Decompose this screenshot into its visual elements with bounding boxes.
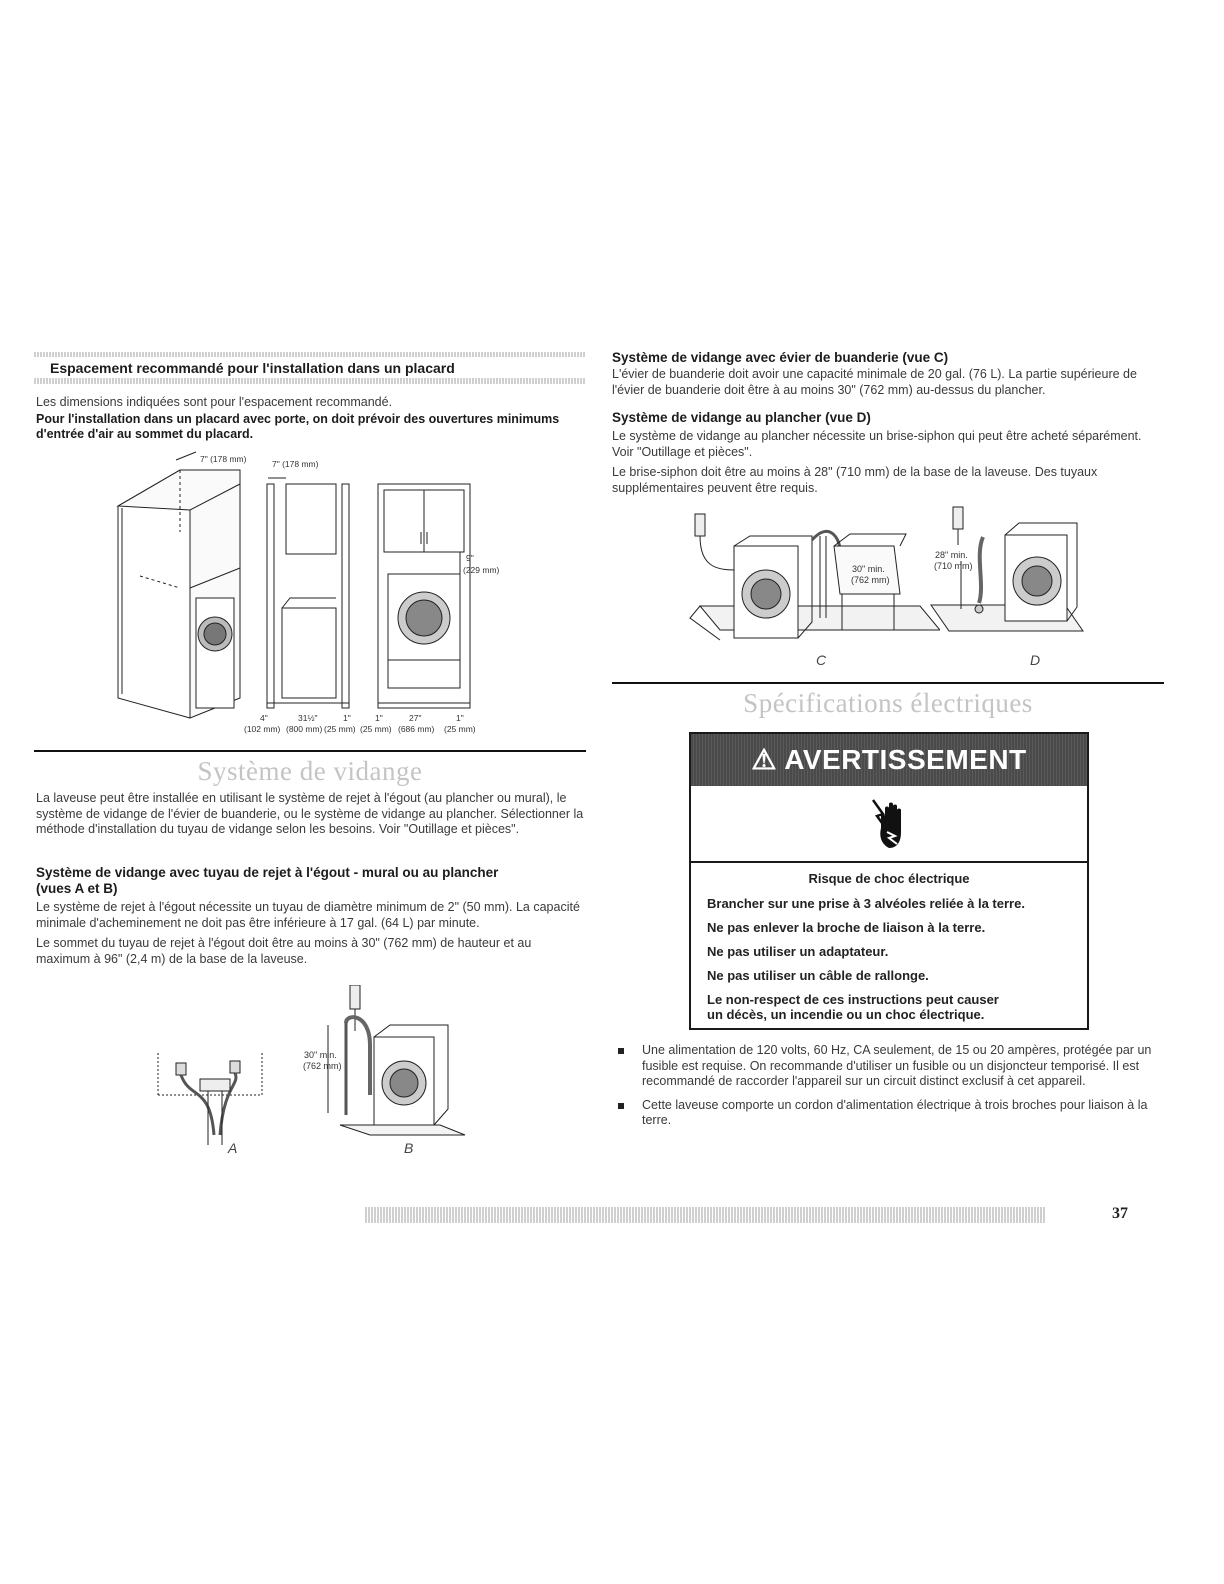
standpipe-paragraph-1: Le système de rejet à l'égout nécessite un tuyau de diamètre minimum de 2" (50 mm). La capacité minimale d'acheminement ne doit pas être inférieure à 17 gal. (64 L) par minute. bbox=[36, 900, 580, 930]
figure-d-floor-drain-diagram bbox=[925, 505, 1085, 645]
figure-d-dim-mm: (710 mm) bbox=[934, 561, 973, 571]
warning-header-text: AVERTISSEMENT bbox=[784, 744, 1027, 775]
figure-a-caption: A bbox=[228, 1140, 238, 1156]
warning-consequence-1: Le non-respect de ces instructions peut causer bbox=[707, 992, 999, 1007]
electric-shock-hand-icon bbox=[867, 796, 915, 852]
dim-bottom-3: 1" bbox=[343, 713, 351, 723]
list-item: Cette laveuse comporte un cordon d'alimentation électrique à trois broches pour liaison à la terre. bbox=[612, 1098, 1164, 1129]
drain-section-rule bbox=[34, 750, 586, 752]
standpipe-heading: Système de vidange avec tuyau de rejet à l'égout - mural ou au plancher (vues A et B) bbox=[36, 865, 499, 896]
dim-bottom-mm-1: (102 mm) bbox=[244, 724, 281, 734]
closet-heading: Espacement recommandé pour l'installation dans un placard bbox=[50, 360, 455, 376]
figure-c-dim: 30" min. bbox=[852, 564, 885, 574]
figure-b-dim: 30" min. bbox=[304, 1050, 337, 1060]
floor-drain-heading: Système de vidange au plancher (vue D) bbox=[612, 410, 871, 425]
dim-side-mm: (229 mm) bbox=[463, 565, 500, 575]
electrical-section-title: Spécifications électriques bbox=[743, 688, 1033, 718]
electrical-section-rule bbox=[612, 682, 1164, 684]
dim-bottom-mm-5: (686 mm) bbox=[398, 724, 435, 734]
warning-risk: Risque de choc électrique bbox=[808, 871, 970, 886]
floor-drain-paragraph-1: Le système de vidange au plancher nécessite un brise-siphon qui peut être acheté séparément. Voir "Outillage et pièces". bbox=[612, 429, 1142, 459]
sink-heading: Système de vidange avec évier de buanderie (vue C) bbox=[612, 350, 949, 365]
closet-heading-top-stripe bbox=[34, 352, 586, 357]
dim-bottom-4: 1" bbox=[375, 713, 383, 723]
dim-side: 9" bbox=[466, 553, 474, 563]
dim-bottom-mm-4: (25 mm) bbox=[360, 724, 392, 734]
dim-bottom-6: 1" bbox=[456, 713, 464, 723]
figure-d-caption: D bbox=[1030, 652, 1041, 668]
figure-d-dim: 28" min. bbox=[935, 550, 968, 560]
electrical-requirements-list bbox=[612, 1043, 1164, 1137]
figure-c-laundry-tub-diagram bbox=[680, 510, 940, 650]
closet-heading-bottom-stripe bbox=[34, 378, 586, 384]
list-item: Une alimentation de 120 volts, 60 Hz, CA seulement, de 15 ou 20 ampères, protégée par un fusible est requise. On recommande d'utiliser un fusible ou un disjoncteur temporisé. Il est recommandé de raccorder l'appareil sur un circuit distinct exclusif à cet appareil. bbox=[612, 1043, 1164, 1090]
warning-line: Brancher sur une prise à 3 alvéoles reliée à la terre. bbox=[707, 896, 1025, 911]
drain-section-title: Système de vidange bbox=[197, 756, 423, 786]
figure-c-caption: C bbox=[816, 652, 827, 668]
figure-b-caption: B bbox=[404, 1140, 414, 1156]
footer-stripe bbox=[365, 1207, 1045, 1223]
drain-intro: La laveuse peut être installée en utilisant le système de rejet à l'égout (au plancher ou mural), le système de vidange de l'évier de buanderie, ou le système de vidange au plancher. Sélectionner la méthode d'installation du tuyau de vidange selon les besoins. Voir "Outillage et pièces". bbox=[36, 791, 584, 836]
warning-icon-area bbox=[691, 786, 1087, 863]
warning-line: Ne pas utiliser un adaptateur. bbox=[707, 944, 889, 959]
warning-lines bbox=[707, 896, 1071, 1022]
sink-text: L'évier de buanderie doit avoir une capacité minimale de 20 gal. (76 L). La partie supérieure de l'évier de buanderie doit être à au moins 30" (762 mm) au-dessus du plancher. bbox=[612, 367, 1137, 397]
electrical-warning-box bbox=[689, 732, 1089, 1030]
dim-top-mid: 7" (178 mm) bbox=[272, 459, 319, 469]
warning-line: Ne pas enlever la broche de liaison à la terre. bbox=[707, 920, 986, 935]
closet-intro: Les dimensions indiquées sont pour l'espacement recommandé. bbox=[36, 395, 393, 409]
warning-triangle-icon: ⚠ bbox=[751, 744, 777, 775]
figure-a-standpipe-diagram bbox=[150, 1045, 270, 1145]
dim-bottom-5: 27" bbox=[409, 713, 422, 723]
dim-bottom-mm-6: (25 mm) bbox=[444, 724, 476, 734]
warning-line: Ne pas utiliser un câble de rallonge. bbox=[707, 968, 929, 983]
closet-installation-diagram bbox=[110, 448, 490, 748]
page-number: 37 bbox=[1112, 1205, 1128, 1222]
dim-bottom-2: 31½" bbox=[298, 713, 318, 723]
dim-bottom-mm-3: (25 mm) bbox=[324, 724, 356, 734]
closet-bold-note: Pour l'installation dans un placard avec porte, on doit prévoir des ouvertures minimums d'entrée d'air au sommet du placard. bbox=[36, 412, 560, 441]
warning-header bbox=[691, 734, 1087, 786]
dim-top-left: 7" (178 mm) bbox=[200, 454, 247, 464]
figure-b-dim-mm: (762 mm) bbox=[303, 1061, 342, 1071]
standpipe-paragraph-2: Le sommet du tuyau de rejet à l'égout doit être au moins à 30" (762 mm) de hauteur et au maximum à 96" (2,4 m) de la base de la laveuse. bbox=[36, 936, 532, 966]
dim-bottom-1: 4" bbox=[260, 713, 268, 723]
warning-consequence-2: un décès, un incendie ou un choc électrique. bbox=[707, 1007, 985, 1022]
floor-drain-paragraph-2: Le brise-siphon doit être au moins à 28" (710 mm) de la base de la laveuse. Des tuyaux supplémentaires peuvent être requis. bbox=[612, 465, 1098, 495]
figure-c-dim-mm: (762 mm) bbox=[851, 575, 890, 585]
dim-bottom-mm-2: (800 mm) bbox=[286, 724, 323, 734]
